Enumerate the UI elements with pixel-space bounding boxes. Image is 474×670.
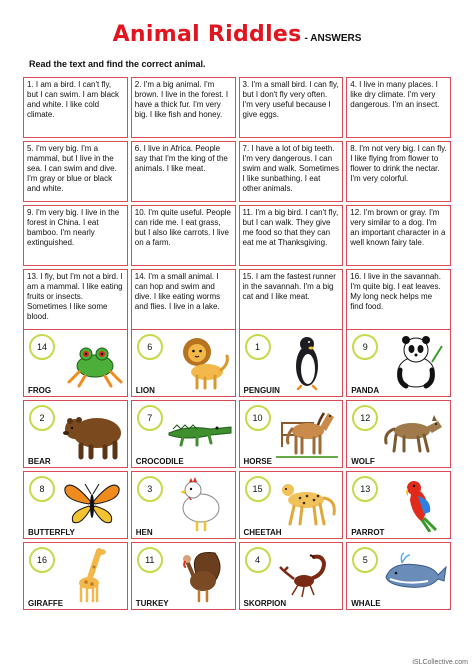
answer-number: 16 [29, 547, 55, 573]
parrot-icon [382, 474, 448, 532]
answer-cell-skorpion [239, 542, 344, 610]
answer-label: FROG [28, 386, 52, 395]
answer-number: 12 [352, 405, 378, 431]
riddle-cell: 4. I live in many places. I like dry climate. I'm very dangerous. I'm an insect. [346, 77, 451, 138]
cheetah-icon [274, 474, 340, 532]
riddle-grid [23, 77, 451, 330]
answer-grid [23, 329, 451, 610]
answer-number: 4 [245, 547, 271, 573]
riddle-cell: 3. I'm a small bird. I can fly, but I don't fly very often. I'm very useful because I give eggs. [239, 77, 344, 138]
answer-cell-horse [239, 400, 344, 468]
riddle-cell: 15. I am the fastest runner in the savannah. I'm a big cat and I like meat. [239, 269, 344, 330]
crocodile-icon [167, 403, 233, 461]
answer-cell-cheetah [239, 471, 344, 539]
riddle-cell: 6. I live in Africa. People say that I'm the king of the animals. I like meat. [131, 141, 236, 202]
riddle-cell: 14. I'm a small animal. I can hop and swim and dive. I like eating worms and flies. I live in a lake. [131, 269, 236, 330]
whale-icon [382, 545, 448, 603]
answer-number: 9 [352, 334, 378, 360]
riddle-cell: 11. I'm a big bird. I can't fly, but I can walk. They give me food so that they can eat me at Thanksgiving. [239, 205, 344, 266]
answer-number: 6 [137, 334, 163, 360]
answer-label: PANDA [351, 386, 380, 395]
answer-label: HORSE [243, 457, 272, 466]
answer-cell-wolf [346, 400, 451, 468]
answer-cell-frog [23, 329, 128, 397]
title-suffix: - ANSWERS [304, 33, 362, 44]
butterfly-icon [59, 474, 125, 532]
answer-label: HEN [135, 528, 153, 537]
lion-icon [167, 332, 233, 390]
answer-cell-crocodile [131, 400, 236, 468]
answer-cell-bear [23, 400, 128, 468]
answer-cell-whale [346, 542, 451, 610]
hen-icon [167, 474, 233, 532]
answer-label: GIRAFFE [28, 599, 64, 608]
frog-icon [59, 332, 125, 390]
riddle-cell: 1. I am a bird. I can't fly, but I can swim. I am black and white. I like cold climate. [23, 77, 128, 138]
answer-number: 8 [29, 476, 55, 502]
answer-label: SKORPION [243, 599, 287, 608]
riddle-cell: 10. I'm quite useful. People can ride me. I eat grass, but I also like carrots. I live on a farm. [131, 205, 236, 266]
scorpion-icon [274, 545, 340, 603]
answer-number: 10 [245, 405, 271, 431]
answer-label: WOLF [351, 457, 375, 466]
turkey-icon [167, 545, 233, 603]
answer-label: CHEETAH [243, 528, 282, 537]
answer-label: CROCODILE [135, 457, 184, 466]
page-title: Animal Riddles [112, 22, 302, 47]
answer-cell-penguin [239, 329, 344, 397]
answer-number: 13 [352, 476, 378, 502]
horse-icon [274, 403, 340, 461]
penguin-icon [274, 332, 340, 390]
answer-cell-turkey [131, 542, 236, 610]
answer-number: 11 [137, 547, 163, 573]
answer-label: PENGUIN [243, 386, 280, 395]
answer-cell-panda [346, 329, 451, 397]
answer-number: 1 [245, 334, 271, 360]
answer-label: TURKEY [135, 599, 169, 608]
giraffe-icon [59, 545, 125, 603]
answer-number: 3 [137, 476, 163, 502]
answer-number: 7 [137, 405, 163, 431]
worksheet-header [0, 22, 474, 47]
riddle-cell: 5. I'm very big. I'm a mammal, but I live in the sea. I can swim and dive. I'm gray or blue or black and white. [23, 141, 128, 202]
answer-cell-hen [131, 471, 236, 539]
answer-label: WHALE [351, 599, 381, 608]
answer-label: LION [135, 386, 155, 395]
instructions: Read the text and find the correct animal. [29, 59, 206, 69]
answer-number: 5 [352, 547, 378, 573]
answer-cell-parrot [346, 471, 451, 539]
answer-cell-butterfly [23, 471, 128, 539]
answer-number: 15 [245, 476, 271, 502]
riddle-cell: 16. I live in the savannah. I'm quite big. I eat leaves. My long neck helps me find food. [346, 269, 451, 330]
riddle-cell: 2. I'm a big animal. I'm brown. I live in the forest. I have a thick fur. I'm very big. I like fish and honey. [131, 77, 236, 138]
riddle-cell: 8. I'm not very big. I can fly. I like flying from flower to flower to drink the nectar. I'm very colorful. [346, 141, 451, 202]
answer-label: PARROT [351, 528, 385, 537]
answer-cell-giraffe [23, 542, 128, 610]
riddle-cell: 9. I'm very big. I live in the forest in China. I eat bamboo. I'm nearly extinguished. [23, 205, 128, 266]
answer-label: BUTTERFLY [28, 528, 75, 537]
answer-number: 14 [29, 334, 55, 360]
riddle-cell: 12. I'm brown or gray. I'm very similar to a dog. I'm an important character in a well known fairy tale. [346, 205, 451, 266]
wolf-icon [382, 403, 448, 461]
answer-label: BEAR [28, 457, 51, 466]
riddle-cell: 7. I have a lot of big teeth. I'm very dangerous. I can swim and walk. Sometimes I like sunbathing. I eat other animals. [239, 141, 344, 202]
footer-credit: iSLCollective.com [412, 659, 468, 666]
panda-icon [382, 332, 448, 390]
riddle-cell: 13. I fly, but I'm not a bird. I am a mammal. I like eating fruits or insects. Sometimes I like some blood. [23, 269, 128, 330]
bear-icon [59, 403, 125, 461]
answer-number: 2 [29, 405, 55, 431]
answer-cell-lion [131, 329, 236, 397]
